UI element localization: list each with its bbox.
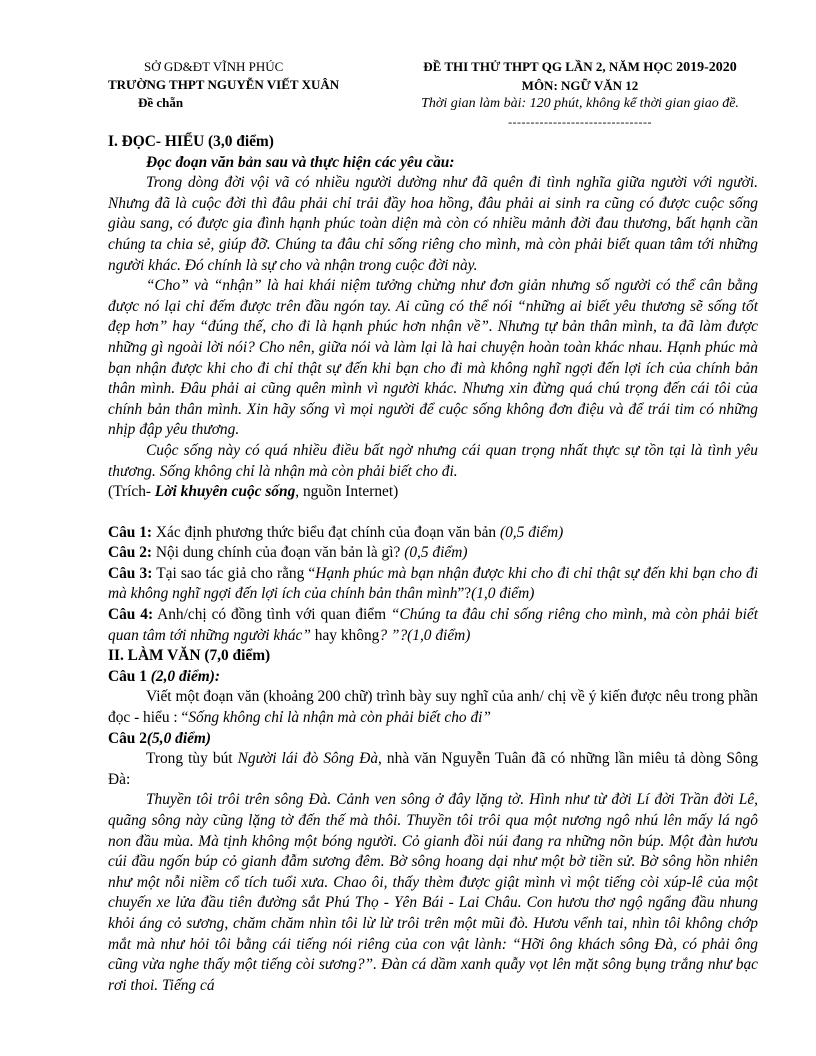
question-3: Câu 3: Tại sao tác giả cho rằng “Hạnh phúc mà bạn nhận được khi cho đi chỉ thật sự đến khi bạn cho đi mà không nghĩ ngợi đến lợi ích của chính bản thân mình”?(1,0 điểm) [108,564,758,603]
passage-paragraph: Cuộc sống này có quá nhiều điều bất ngờ nhưng cái quan trọng nhất thực sự tồn tại là tình yêu thương. Sống không chỉ là nhận mà còn phải biết cho đi. [108,441,758,480]
part1-instruction: Đọc đoạn văn bản sau và thực hiện các yêu cầu: [146,153,455,171]
exam-year: 2019-2020 [676,60,737,75]
exam-subject: MÔN: NGỮ VĂN 12 [521,78,639,93]
exam-body [108,132,758,996]
time-note: Thời gian làm bài: 120 phút, không kể thời gian giao đề. [421,96,739,111]
dept-name: SỞ GD&ĐT VĨNH PHÚC [144,59,284,74]
passage-paragraph: “Cho” và “nhận” là hai khái niệm tưởng chừng như đơn giản nhưng số người có thể cân bằng được nó lại chỉ đếm được trên đầu ngón tay. Ai cũng có thể nói “những ai biết yêu thương sẽ sống tốt đẹp hơn” hay “đúng thế, cho đi là hạnh phúc hơn nhận về”. Nhưng tự bản thân mình, ta đã làm được những gì ngoài lời nói? Cho nên, giữa nói và làm lại là hai chuyện hoàn toàn khác nhau. Hạnh phúc mà bạn nhận được khi cho đi chỉ thật sự đến khi bạn cho đi mà không nghĩ ngợi đến lợi ích của chính bản thân mình. Đâu phải ai cũng quên mình vì người khác. Nhưng xin đừng quá chú trọng đến cái tôi của chính bản thân mình. Xin hãy sống vì mọi người để cuộc sống không đơn điệu và để trái tim có những nhịp đập yêu thương. [108,277,758,439]
header-right [395,58,765,131]
source-title: Lời khuyên cuộc sống [154,483,296,501]
school-name: TRƯỜNG THPT NGUYỄN VIẾT XUÂN [108,77,340,92]
essay-question-2-excerpt: Thuyền tôi trôi trên sông Đà. Cảnh ven sông ở đây lặng tờ. Hình như từ đời Lí đời Trần đời Lê, quãng sông này cũng lặng tờ đến thế mà thôi. Thuyền tôi trôi qua một nương ngô nhú lên mấy lá ngô non đầu mùa. Mà tịnh không một bóng người. Cỏ gianh đồi núi đang ra những nõn búp. Một đàn hươu cúi đầu ngốn búp cỏ gianh đẫm sương đêm. Bờ sông hoang dại như một bờ tiền sử. Bờ sông hồn nhiên như một nỗi niềm cổ tích tuổi xưa. Chao ôi, thấy thèm được giật mình vì một tiếng còi xúp-lê của một chuyến xe lửa đầu tiên đường sắt Phú Thọ - Yên Bái - Lai Châu. Con hươu thơ ngộ ngẩng đầu nhung khỏi áng cỏ sương, chăm chăm nhìn tôi lừ lừ trôi trên một mũi đò. Hươu vểnh tai, nhìn tôi không chớp mắt mà như hỏi tôi bằng cái tiếng nói riêng của con vật lành: “Hỡi ông khách sông Đà, có phải ông cũng vừa nghe thấy một tiếng còi sương?”. Đàn cá dầm xanh quẫy vọt lên mặt sông bụng trắng như bạc rơi thoi. Tiếng cá [108,791,758,994]
exam-version: Đề chẵn [138,95,184,110]
exam-title: ĐỀ THI THỬ THPT QG LẦN 2, NĂM HỌC 2019-2020 [423,59,737,75]
part2-heading: II. LÀM VĂN (7,0 điểm) [108,647,271,665]
passage-paragraph: Trong dòng đời vội vã có nhiều người dường như đã quên đi tình nghĩa giữa người với người. Nhưng đã là cuộc đời thì đâu phải chỉ trải đầy hoa hồng, đâu phải ai sinh ra cũng có được cuộc sống giàu sang, có được gia đình hạnh phúc toàn diện mà còn có nhiều mảnh đời đau thương, bất hạnh cần chúng ta chia sẻ, giúp đỡ. Chúng ta đâu chỉ sống riêng cho mình, mà còn phải biết quan tâm tới những người khác. Đó chính là sự cho và nhận trong cuộc đời này. [108,174,758,274]
header-left [108,58,358,112]
essay-question-2-label: Câu 2(5,0 điểm) [108,729,212,747]
part1-heading: I. ĐỌC- HIỂU (3,0 điểm) [108,133,274,150]
essay-question-2-intro: Trong tùy bút Người lái đò Sông Đà, nhà văn Nguyễn Tuân đã có những lần miêu tả dòng Sông Đà: [108,750,759,788]
header-divider: -------------------------------- [508,115,652,129]
question-4: Câu 4: Anh/chị có đồng tình với quan điểm “Chúng ta đâu chỉ sống riêng cho mình, mà còn phải biết quan tâm tới những người khác” hay không? ”?(1,0 điểm) [108,606,758,644]
question-1: Câu 1: Xác định phương thức biểu đạt chính của đoạn văn bản (0,5 điểm) [108,523,564,541]
essay-question-1-text: Viết một đoạn văn (khoảng 200 chữ) trình bày suy nghĩ của anh/ chị về ý kiến được nêu trong phần đọc - hiểu : “Sống không chỉ là nhận mà còn phải biết cho đi” [108,688,758,727]
question-2: Câu 2: Nội dung chính của đoạn văn bản là gì? (0,5 điểm) [108,544,468,562]
passage-source: (Trích- Lời khuyên cuộc sống, nguồn Internet) [108,483,399,501]
essay-question-1-label: Câu 1 (2,0 điểm): [108,667,221,685]
